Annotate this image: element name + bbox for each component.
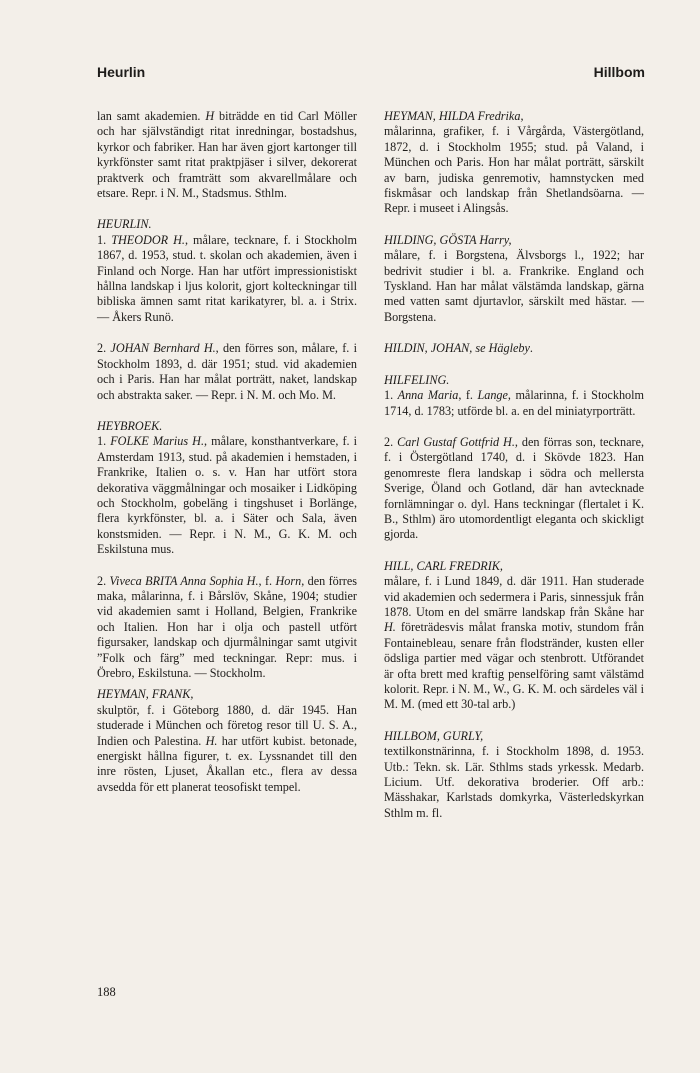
text-run: 2. bbox=[384, 434, 398, 449]
running-head bbox=[97, 64, 645, 84]
text-run: skulptör, f. i Göteborg 1880, d. där 1945. Han studerade i München och företog resor till U. S. A., Indien och Palestina. bbox=[97, 702, 357, 748]
entry-hildin bbox=[384, 341, 644, 356]
text-run: Bernhard bbox=[153, 341, 200, 356]
text-run: biträdde en tid Carl Möller och har självständigt ritat inredningar, bostadshus, kyrkor och fabriker. Han har även gjort kartonger till kyrkfönster samt ritat praktpjäser i silver, dekorerat praktverk och framträtt som akvarellmålare och etsare. Repr. i N. M., Stadsmus. Sthlm. bbox=[97, 109, 357, 201]
entry-heyman-frank bbox=[97, 703, 357, 795]
text-run: Anna Maria bbox=[397, 388, 459, 403]
entry-heyman-hilda: målarinna, grafiker, f. i Vårgårda, Västergötland, 1872, d. i Stockholm 1955; stud. på Valand, i München och Paris. Hon har målat porträtt, särskilt av barn, judiska genremotiv, hamnstycken med fiskmåsar och landskap från Shetlandsöarna. — Repr. i museet i Alingsås. bbox=[384, 124, 644, 216]
text-run: Fredrika bbox=[477, 109, 521, 123]
text-run: H. bbox=[243, 573, 259, 588]
text-run: BRITA bbox=[145, 573, 181, 588]
text-run: JOHAN bbox=[110, 341, 154, 356]
text-run: , målare, tecknare, f. i Stockholm 1867, d. 1953, stud. t. skolan och akademien, även i Finland och Norge. Han har utfört impressionistiskt hållna landskap i ljus kolorit, gjort kolteckningar till bibliska ämnen samt ritat karikatyrer, bl. a. i Strix. — Åkers Runö. bbox=[97, 232, 358, 324]
entry-heading-heybroek bbox=[97, 419, 357, 434]
entry-hilfeling-1 bbox=[384, 388, 644, 419]
text-run: FOLKE bbox=[110, 434, 153, 449]
text-run: HILLBOM, GURLY, bbox=[384, 728, 484, 743]
text-run: Harry bbox=[479, 232, 509, 247]
text-run: , den förres maka, målarinna, f. i Bårslöv, Skåne, 1904; studier vid akademien samt i Holland, Belgien, Frankrike och Italien. Hon har i olja och pastell utfört figursaker, landskap och djurmålningar samt utgivit ”Folk och färg” med teckningar. Repr: mus. i Örebro, Eskilstuna. — Stockholm. bbox=[97, 573, 357, 680]
text-run: , f. bbox=[458, 388, 478, 403]
text-run: Viveca bbox=[109, 573, 146, 588]
entry-heading-hill bbox=[384, 559, 644, 574]
entry-hilfeling-2 bbox=[384, 435, 644, 543]
entry-heybroek-1 bbox=[97, 434, 357, 557]
text-run: HILFELING. bbox=[384, 372, 450, 387]
entry-heading-heyman-hilda bbox=[384, 109, 644, 124]
text-run: HEYMAN, HILDA bbox=[384, 109, 478, 123]
text-run: H. bbox=[384, 620, 396, 635]
entry-heading-heyman-frank bbox=[97, 687, 357, 702]
text-run: Lange bbox=[477, 388, 508, 403]
text-run: . bbox=[529, 341, 533, 356]
text-run: , f. bbox=[258, 573, 276, 588]
text-run: HEURLIN. bbox=[97, 217, 152, 232]
text-run: har utfört kubist. betonade, energiskt hållna figurer, t. ex. Lyssnandet till den inre rösten, Ljuset, Åkallan etc., flera av dessa avsedda för ett planerat teosofiskt tempel. bbox=[97, 733, 357, 794]
running-head-right: Hillbom bbox=[593, 64, 645, 80]
text-run: , bbox=[508, 232, 512, 247]
entry-heybroek-2 bbox=[97, 574, 357, 682]
text-run: 2. bbox=[97, 341, 111, 356]
entry-hill bbox=[384, 574, 644, 713]
text-run: H bbox=[205, 109, 215, 123]
text-run: Carl Gustaf Gottfrid H. bbox=[397, 434, 515, 449]
text-run: , bbox=[520, 109, 524, 123]
text-run: , målarinna, f. i Stockholm 1714, d. 1783; utförde bl. a. en del miniatyrporträtt. bbox=[384, 388, 644, 418]
text-run: HILL, CARL FREDRIK, bbox=[384, 558, 503, 573]
text-run: , den förres son, målare, f. i Stockholm 1893, d. där 1951; stud. vid akademien och i Paris. Han har målat porträtt, naket, landskap och abstrakta saker. — Repr. i N. M. och Mo. M. bbox=[97, 341, 358, 402]
text-run: 1. bbox=[97, 232, 112, 247]
running-head-left: Heurlin bbox=[97, 64, 146, 80]
text-run: Anna Sophia bbox=[180, 573, 244, 588]
text-run: HILDING, GÖSTA bbox=[384, 232, 480, 247]
text-run: H. bbox=[188, 434, 205, 449]
text-run: H. bbox=[199, 341, 216, 356]
text-run: HEYMAN, FRANK, bbox=[97, 687, 194, 702]
text-run: 1. bbox=[384, 388, 398, 403]
text-run: lan samt akademien. bbox=[97, 109, 206, 123]
entry-heading-hillbom bbox=[384, 729, 644, 744]
text-run: Horn bbox=[275, 573, 302, 588]
entry-continuation bbox=[97, 109, 357, 201]
entry-hillbom: textilkonstnärinna, f. i Stockholm 1898, d. 1953. Utb.: Tekn. sk. Lär. Sthlms stads yrkessk. Medarb. Licium. Utf. dekorativa broderier. Off arb.: Mässhakar, Karlstads domkyrka, Västerledskyrkan Sthlm m. fl. bbox=[384, 744, 644, 820]
entry-heurlin-2 bbox=[97, 341, 357, 403]
right-column bbox=[384, 109, 644, 821]
text-run: , målare, konsthantverkare, f. i Amsterdam 1913, stud. på akademien i hemstaden, i Frankrike, Italien o. s. v. Han har utfört stora dekorativa väggmålningar och mosaiker i Lidköping och Stockholm, gobeläng i tingshuset i Borlänge, flera kyrkfönster, bl. a. i Säter och Sala, även konstsmiden. — Repr. i N. M., G. K. M. och Eskilstuna mus. bbox=[97, 434, 358, 557]
text-run: HILDIN, JOHAN, bbox=[384, 341, 476, 356]
entry-heurlin-1 bbox=[97, 233, 357, 325]
text-run: 1. bbox=[97, 434, 111, 449]
text-run: , den förras son, tecknare, f. i Östergötland 1740, d. i Skövde 1823. Han genomreste flera landskap i södra och mellersta Sverige, Öland och Gotland, där han avtecknade fornlämningar o. dyl. Hans teckningar (flertalet i K. B., Sthlm) äro utomordentligt eleganta och skickligt gjorda. bbox=[384, 434, 645, 542]
entry-heading-heurlin bbox=[97, 217, 357, 232]
entry-heading-hilfeling bbox=[384, 373, 644, 388]
text-run: Marius bbox=[152, 434, 189, 449]
page-number: 188 bbox=[97, 985, 116, 999]
text-run: H. bbox=[205, 733, 218, 748]
text-run: företrädesvis målat franska motiv, stundom från Fontainebleau, senare från flodstränder, kusten eller ödsliga partier med vägar och stenbrott. Utförandet är ofta brett med kraftig penselföring samt välstämd kolorit. Repr. i N. M., W., G. K. M. och särdeles väl i M. M. (med ett 30-tal arb.) bbox=[384, 620, 644, 712]
text-run: målare, f. i Lund 1849, d. där 1911. Han studerade vid akademien och sedermera i Paris, sinnessjuk från 1878. Utom en del smärre landskap från Skåne har bbox=[384, 574, 644, 619]
entry-heading-hilding bbox=[384, 233, 644, 248]
left-column bbox=[97, 109, 357, 795]
text-run: THEODOR H. bbox=[111, 232, 185, 247]
text-run: se Hägleby bbox=[475, 341, 530, 356]
text-run: HEYBROEK. bbox=[97, 418, 163, 433]
entry-hilding: målare, f. i Borgstena, Älvsborgs l., 1922; har bedrivit studier i bl. a. Frankrike. England och Tyskland. Han har målat välstämda landskap, gärna med vatten samt djurtavlor, särskilt med hästar. — Borgstena. bbox=[384, 248, 644, 324]
text-run: 2. bbox=[97, 573, 110, 588]
